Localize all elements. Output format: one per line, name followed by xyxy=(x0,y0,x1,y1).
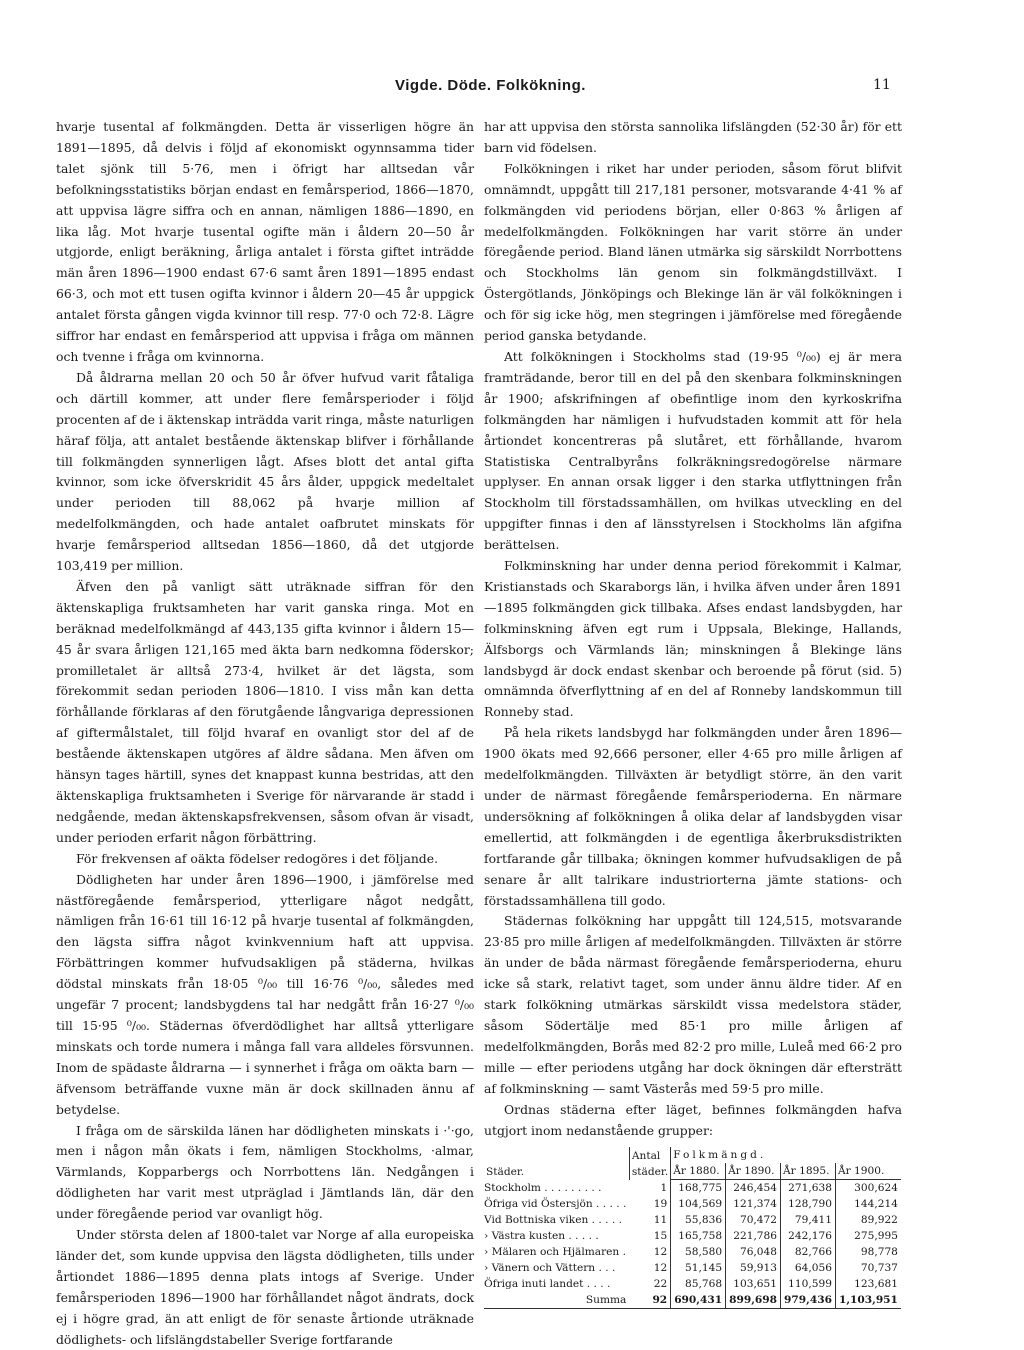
paragraph: hvarje tusental af folkmängden. Detta är visserligen högre än 1891—1895, då delvis i följd af ekonomiskt ogynnsamma tider talet sjönk till 5·76, men i öfrigt har alltsedan vår befolkningsstatistiks början endast en femårsperiod, 1866—1870, att uppvisa lägre siffra och en annan, nämligen 1886—1890, en lika låg. Mot hvarje tusental ogifte män i åldern 20—50 år utgjorde, enligt beräkning, årliga antalet i första giftet inträdde män åren 1896—1900 endast 67·6 samt åren 1891—1895 endast 66·3, och mot ett tusen ogifta kvinnor i åldern 20—45 år uppgick antalet första gången vigda kvinnor till resp. 77·0 och 72·8. Lägre siffror har endast en femårsperiod att uppvisa i fråga om männen och tvenne i fråga om kvinnorna. xyxy=(56,119,474,364)
row-count: 22 xyxy=(629,1276,670,1292)
running-head: Vigde. Döde. Folkökning. xyxy=(395,77,586,94)
col-header-stader: Städer. xyxy=(486,1165,525,1178)
cell-value: 123,681 xyxy=(835,1276,900,1292)
paragraph: Då åldrarna mellan 20 och 50 år öfver hufvud varit fåtaliga och därtill kommer, att under flere femårsperioder i följd procenten af de i äktenskap inträdda varit ringa, måste naturligen häraf följa, att antalet bestående äktenskap blifver i förhållande till folkmängden synnerligen lågt. Afses blott det antal gifta kvinnor, som icke öfverskridit 45 års ålder, uppgick medeltalet under perioden till 88,062 på hvarje million af medelfolkmängden, och hade antalet oafbrutet minskats för hvarje femårsperiod alltsedan 1856—1860, då det utgjorde 103,419 per million. xyxy=(56,369,474,574)
row-count: 19 xyxy=(629,1196,670,1212)
table-row xyxy=(484,1180,901,1197)
row-name: Vid Bottniska viken . . . . . xyxy=(484,1214,622,1227)
cell-value: 76,048 xyxy=(726,1244,781,1260)
row-count: 12 xyxy=(629,1260,670,1276)
paragraph: har att uppvisa den största sannolika lifslängden (52·30 år) för ett barn vid födelsen. xyxy=(484,119,902,155)
paragraph: I fråga om de särskilda länen har dödligheten minskats i ·'·go, men i någon mån ökats i fem, nämligen Stockholms, ·almar, Värmlands, Kopparbergs och Norrbottens län. Nedgången i dödligheten har varit mest utpräglad i Jämtlands län, där den under föregående period var ovanligt hög. xyxy=(56,1122,474,1222)
cell-value: 144,214 xyxy=(835,1196,900,1212)
cell-value: 70,472 xyxy=(726,1212,781,1228)
left-column xyxy=(56,117,474,1350)
paragraph: Folkökningen i riket har under perioden, såsom förut blifvit omnämndt, uppgått till 217,181 personer, motsvarande 4·41 % af folkmängden vid periodens början, eller 0·863 % årligen af medelfolkmängden. Folkökningen har varit större än under föregående period. Bland länen utmärka sig särskildt Norrbottens och Stockholms län genom sin folkmängdstillväxt. I Östergötlands, Jönköpings och Blekinge län är väl folkökningen i och för sig icke hög, men stegringen i jämförelse med föregående period ganska betydande. xyxy=(484,160,902,344)
row-count: 15 xyxy=(629,1228,670,1244)
paragraph: På hela rikets landsbygd har folkmängden under åren 1896—1900 ökats med 92,666 personer, eller 4·65 pro mille årligen af medelfolkmängden. Tillväxten är betydligt större, än den varit under de närmast föregående femårsperioderna. En närmare undersökning af folkökningen å olika delar af landsbygden visar emellertid, att folkmängden i de egentliga åkerbruksdistrikten fortfarande går tillbaka; ökningen kommer hufvudsakligen de på senare år allt talrikare industriorterna jämte stations- och förstadssamhällena till godo. xyxy=(484,725,902,908)
table-row xyxy=(484,1228,901,1244)
paragraph: Att folkökningen i Stockholms stad (19·95 ⁰/₀₀) ej är mera framträdande, beror till en del på den skenbara folkminskningen år 1900; afskrifningen af obefintlige inom den kyrkoskrifna folkmängden har nämligen i hufvudstaden kommit att för hela årtiondet koncentreras på slutåret, ett förhållande, hvarom Statistiska Centralbyråns folkräkningsredogörelse närmare upplyser. En annan orsak ligger i den starka utflyttningen från Stockholm till förstadssamhällen, om hvilkas utveckling en del uppgifter finnas i den af länsstyrelsen i Stockholms län afgifna berättelsen. xyxy=(484,348,902,553)
cell-value: 246,454 xyxy=(726,1180,781,1197)
paragraph: Under största delen af 1800-talet var Norge af alla europeiska länder det, som kunde uppvisa den lägsta dödligheten, tills under årtiondet 1886—1895 denna plats intogs af Sverige. Under femårsperioden 1896—1900 har förhållandet något ändrats, dock ej i högre grad, än att enligt de för senaste årtionde uträknade dödlighets- och lifslängdstabeller Sverige fortfarande xyxy=(56,1227,474,1347)
cell-value: 55,836 xyxy=(685,1214,723,1227)
paragraph: Städernas folkökning har uppgått till 124,515, motsvarande 23·85 pro mille årligen af medelfolkmängden. Tillväxten är större än under de båda närmast föregående femårsperioderna, ehuru icke så stark, relativt taget, som under ännu äldre tider. Af en stark folkökning utmärkas särskildt vissa medelstora städer, såsom Södertälje med 85·1 pro mille årligen af medelfolkmängden, Borås med 82·2 pro mille, Luleå med 66·2 pro mille — efter periodens utgång har dock ökningen där eftersträtt af folkminskning — samt Västerås med 59·5 pro mille. xyxy=(484,913,902,1096)
sum-count: 92 xyxy=(629,1292,670,1309)
row-name: › Västra kusten . . . . . xyxy=(484,1230,599,1243)
sum-value: 979,436 xyxy=(781,1292,836,1309)
cell-value: 110,599 xyxy=(781,1276,836,1292)
cell-value: 271,638 xyxy=(781,1180,836,1197)
paragraph: För frekvensen af oäkta födelser redogöres i det följande. xyxy=(76,850,439,866)
cell-value: 121,374 xyxy=(726,1196,781,1212)
cell-value: 104,569 xyxy=(678,1198,723,1211)
row-name: Stockholm . . . . . . . . . xyxy=(484,1182,602,1195)
cell-value: 89,922 xyxy=(835,1212,900,1228)
paragraph: Äfven den på vanligt sätt uträknade siffran för den äktenskapliga fruktsamheten har varit ganska ringa. Mot en beräknad medelfolkmängd af 443,135 gifta kvinnor i åldern 15—45 år svara årligen 121,165 med äkta barn nedkomna föderskor; promilletalet är alltså 273·4, hvilket är det lägsta, som förekommit sedan perioden 1806—1810. I viss mån kan detta förhållande förklaras af den förutgående långvariga depressionen af giftermålstalet, till följd hvaraf en ovanligt stor del af de bestående äktenskapen utgöres af äldre sådana. Men äfven om hänsyn tages härtill, synes det knappast kunna bestridas, att den äktenskapliga fruktsamheten i Sverige för närvarande är stadd i nedgående, medan äktenskapsfrekvensen, såsom ofvan är visadt, under perioden erfarit någon förbättring. xyxy=(56,578,474,845)
population-table xyxy=(484,1147,901,1309)
col-header-antal: Antal städer. xyxy=(629,1147,670,1180)
table-row xyxy=(484,1196,901,1212)
col-header-year: År 1890. xyxy=(726,1163,781,1180)
table-row xyxy=(484,1276,901,1292)
page-header xyxy=(0,77,1024,99)
cell-value: 221,786 xyxy=(726,1228,781,1244)
paragraph: Folkminskning har under denna period förekommit i Kalmar, Kristianstads och Skaraborgs län, i hvilka äfven under åren 1891—1895 folkmängden gick tillbaka. Afses endast landsbygden, har folkminskning äfven egt rum i Uppsala, Blekinge, Hallands, Älfsborgs och Värmlands län; minskningen å Blekinge läns landsbygd är dock endast skenbar och beroende på förut (sid. 5) omnämnda öfverflyttning af en del af Ronneby landskommun till Ronneby stad. xyxy=(484,558,902,720)
sum-value: 899,698 xyxy=(726,1292,781,1309)
sum-value: 1,103,951 xyxy=(835,1292,900,1309)
cell-value: 79,411 xyxy=(781,1212,836,1228)
cell-value: 98,778 xyxy=(835,1244,900,1260)
table-row xyxy=(484,1244,901,1260)
col-header-year: År 1900. xyxy=(835,1163,900,1180)
row-name: Öfriga vid Östersjön . . . . . xyxy=(484,1198,627,1211)
table-row xyxy=(484,1212,901,1228)
cell-value: 70,737 xyxy=(835,1260,900,1276)
cell-value: 165,758 xyxy=(678,1230,723,1243)
table-sum-row xyxy=(484,1292,901,1309)
cell-value: 82,766 xyxy=(781,1244,836,1260)
paragraph: Dödligheten har under åren 1896—1900, i jämförelse med nästföregående femårsperiod, ytterligare något nedgått, nämligen från 16·61 till 16·12 på hvarje tusental af folkmängden, den lägsta siffra något kvinkvennium haft att uppvisa. Förbättringen kommer hufvudsakligen på städerna, hvilkas dödstal minskats från 18·05 ⁰/₀₀ till 16·76 ⁰/₀₀, således med ungefär 7 procent; landsbygdens tal har nedgått från 16·27 ⁰/₀₀ till 15·95 ⁰/₀₀. Städernas öfverdödlighet har alltså ytterligare minskats och torde numera i många fall vara alldeles försvunnen. Inom de spädaste åldrarna — i synnerhet i fråga om oäkta barn — äfvensom beträffande vuxne män är dock skillnaden ännu af betydelse. xyxy=(56,871,474,1117)
sum-label: Summa xyxy=(484,1292,629,1309)
cell-value: 59,913 xyxy=(726,1260,781,1276)
cell-value: 128,790 xyxy=(781,1196,836,1212)
cell-value: 51,145 xyxy=(685,1262,723,1275)
row-count: 1 xyxy=(629,1180,670,1197)
row-name: › Mälaren och Hjälmaren . xyxy=(484,1246,626,1259)
row-name: Öfriga inuti landet . . . . xyxy=(484,1278,611,1291)
cell-value: 85,768 xyxy=(685,1278,723,1291)
cell-value: 103,651 xyxy=(726,1276,781,1292)
cell-value: 300,624 xyxy=(835,1180,900,1197)
cell-value: 64,056 xyxy=(781,1260,836,1276)
row-count: 11 xyxy=(629,1212,670,1228)
row-name: › Vänern och Vättern . . . xyxy=(484,1262,616,1275)
right-column xyxy=(484,117,902,1309)
row-count: 12 xyxy=(629,1244,670,1260)
cell-value: 58,580 xyxy=(685,1246,723,1259)
col-header-year: År 1880. xyxy=(671,1163,726,1180)
cell-value: 168,775 xyxy=(678,1182,723,1195)
cell-value: 275,995 xyxy=(835,1228,900,1244)
col-header-folkmangd: Folkmängd. xyxy=(671,1147,901,1163)
table-row xyxy=(484,1260,901,1276)
paragraph: Ordnas städerna efter läget, befinnes folkmängden hafva utgjort inom nedanstående grupper: xyxy=(484,1101,902,1138)
page-number: 11 xyxy=(873,77,891,93)
cell-value: 242,176 xyxy=(781,1228,836,1244)
sum-value: 690,431 xyxy=(671,1292,726,1309)
col-header-year: År 1895. xyxy=(781,1163,836,1180)
